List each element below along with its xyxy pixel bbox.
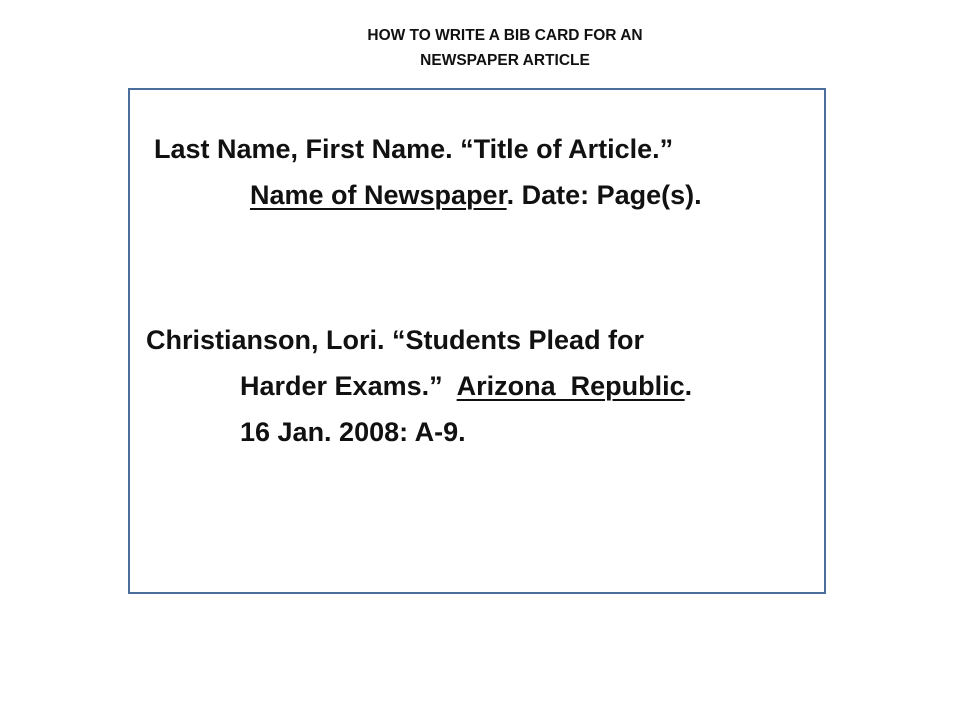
format-citation-line-2	[250, 171, 702, 219]
example-title-end-text: Harder Exams.”	[240, 371, 457, 401]
example-citation-line-3	[240, 408, 466, 456]
example-date-pages-text: 16 Jan. 2008: A-9.	[240, 417, 466, 447]
example-newspaper-name: Arizona Republic	[456, 371, 685, 401]
format-date-pages-text: . Date: Page(s).	[506, 180, 702, 210]
format-citation-line-1	[154, 125, 673, 173]
example-citation-line-1	[146, 316, 644, 364]
slide-title-line-1: HOW TO WRITE A BIB CARD FOR AN	[367, 27, 643, 44]
example-citation-line-2	[240, 362, 692, 410]
slide-title-line-2: NEWSPAPER ARTICLE	[420, 52, 590, 69]
example-period: .	[684, 371, 693, 401]
format-newspaper-name: Name of Newspaper	[250, 180, 507, 210]
slide-title	[0, 23, 960, 73]
example-author-title-text: Christianson, Lori. “Students Plead for	[146, 325, 645, 355]
format-author-title-text: Last Name, First Name. “Title of Article.”	[154, 134, 674, 164]
